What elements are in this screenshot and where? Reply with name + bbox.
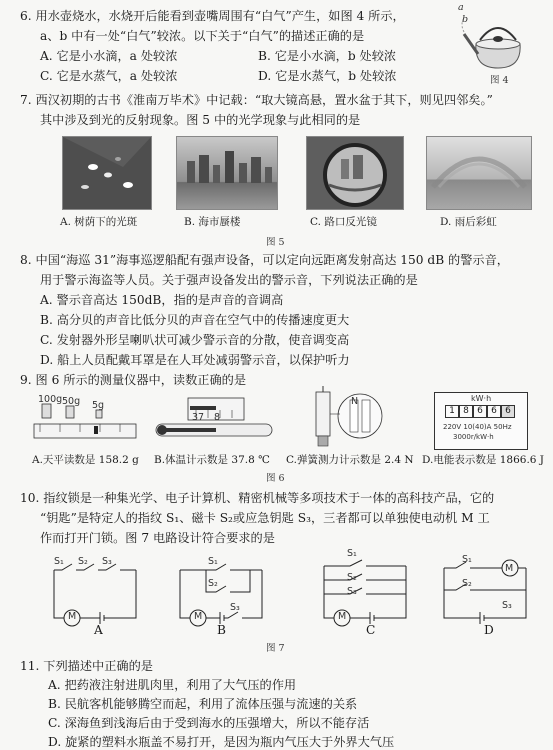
photo-convex-mirror (306, 136, 404, 210)
q8-option-d: D. 船上人员配戴耳罩是在人耳处减弱警示音，以保护听力 (40, 353, 350, 367)
circuit-c-s3: S₃ (347, 586, 357, 597)
q7-caption-b: B. 海市蜃楼 (184, 216, 241, 228)
fig6-caption: 图 6 (266, 473, 285, 484)
circuit-d-s3: S₃ (502, 600, 512, 611)
q6-option-d: D. 它是水蒸气，b 处较浓 (258, 69, 397, 83)
fig7-caption: 图 7 (266, 643, 285, 654)
meter-digit: 1 (445, 405, 459, 418)
circuit-b-s1: S₁ (208, 556, 218, 567)
circuit-c-motor: M (338, 611, 347, 622)
kettle-figure (458, 6, 538, 74)
photo-rainbow (426, 136, 532, 210)
circuit-a-s1: S₁ (54, 556, 64, 567)
circuit-d-motor: M (505, 563, 514, 574)
circuit-a-label: A (94, 623, 103, 637)
photo-mirage (176, 136, 278, 210)
q9-caption-c: C.弹簧测力计示数是 2.4 N (286, 454, 414, 466)
circuit-d-label: D (484, 623, 494, 637)
q6-stem-line2: a、b 中有一处“白气”较浓。以下关于“白气”的描述正确的是 (40, 29, 365, 43)
q11-option-b: B. 民航客机能够腾空而起，利用了流体压强与流速的关系 (48, 697, 358, 711)
label-b: b (462, 14, 469, 25)
fig4-caption: 图 4 (490, 75, 509, 86)
q9-caption-b: B.体温计示数是 37.8 ℃ (154, 454, 270, 466)
q11-stem: 11. 下列描述中正确的是 (20, 659, 153, 673)
weight-5g: 5g (92, 400, 105, 411)
circuit-c-s2: S₂ (347, 572, 357, 583)
thermo-tick-8: 8 (214, 412, 221, 423)
meter-digit: 6 (473, 405, 487, 418)
circuit-b-s2: S₂ (208, 578, 218, 589)
electric-meter-figure (434, 392, 528, 450)
q9-stem: 9. 图 6 所示的测量仪器中，读数正确的是 (20, 373, 247, 387)
label-a: a (458, 2, 464, 13)
q6-option-c: C. 它是水蒸气，a 处较浓 (40, 69, 178, 83)
circuit-d (440, 556, 530, 628)
q11-option-a: A. 把药液注射进肌肉里，利用了大气压的作用 (48, 678, 297, 692)
circuit-c (320, 556, 410, 628)
weight-100g: 100g (38, 394, 63, 405)
q10-stem-line1: 10. 指纹锁是一种集光学、电子计算机、精密机械等多项技术于一体的高科技产品，它的 (20, 491, 495, 505)
circuit-d-s2: S₂ (462, 578, 472, 589)
meter-unit: kW·h (471, 394, 492, 403)
weight-50g: 50g (62, 396, 81, 407)
q8-option-c: C. 发射器外形呈喇叭状可减少警示音的分散，使音调变高 (40, 333, 350, 347)
q10-stem-line2: “钥匙”是特定人的指纹 S₁、磁卡 S₂或应急钥匙 S₃，三者都可以单独使电动机 M 工 (40, 511, 490, 525)
q8-stem-line2: 用于警示海盗等人员。关于强声设备发出的警示音，下列说法正确的是 (40, 273, 418, 287)
q10-stem-line3: 作而打开门锁。图 7 电路设计符合要求的是 (40, 531, 275, 545)
spring-unit-n: N (351, 396, 359, 407)
q7-stem-line1: 7. 西汉初期的古书《淮南万毕术》中记载：“取大镜高悬，置水盆于其下，则见四邻矣。” (20, 93, 493, 107)
circuit-b-s3: S₃ (230, 602, 240, 613)
q11-option-d: D. 旋紧的塑料水瓶盖不易打开，是因为瓶内气压大于外界大气压 (48, 735, 395, 749)
meter-digit: 6 (487, 405, 501, 418)
q6-option-b: B. 它是小水滴，b 处较浓 (258, 49, 397, 63)
fig5-caption: 图 5 (266, 237, 285, 248)
circuit-b-motor: M (194, 611, 203, 622)
q6-option-a: A. 它是小水滴，a 处较浓 (40, 49, 178, 63)
circuit-d-s1: S₁ (462, 554, 472, 565)
photo-light-spots (62, 136, 152, 210)
q7-caption-c: C. 路口反光镜 (310, 216, 377, 228)
circuit-b-label: B (217, 623, 226, 637)
q8-stem-line1: 8. 中国“海巡 31”海事巡逻船配有强声设备，可以定向远距离发射高达 150 dB 的警示音， (20, 253, 509, 267)
circuit-a-s2: S₂ (78, 556, 88, 567)
thermo-tick-37: 37 (192, 412, 205, 423)
q8-option-a: A. 警示音高达 150dB，指的是声音的音调高 (40, 293, 284, 307)
q9-caption-a: A.天平读数是 158.2 g (32, 454, 139, 466)
circuit-c-s1: S₁ (347, 548, 357, 559)
meter-spec-line2: 3000r/kW·h (453, 433, 494, 441)
circuit-a-s3: S₃ (102, 556, 112, 567)
circuit-c-label: C (366, 623, 376, 637)
q8-option-b: B. 高分贝的声音比低分贝的声音在空气中的传播速度更大 (40, 313, 350, 327)
q7-stem-line2: 其中涉及到光的反射现象。图 5 中的光学现象与此相同的是 (40, 113, 361, 127)
meter-digit-row (445, 405, 515, 418)
circuit-a-motor: M (68, 611, 77, 622)
q6-stem-line1: 6. 用水壶烧水，水烧开后能看到壶嘴周围有“白气”产生，如图 4 所示， (20, 9, 405, 23)
meter-spec-line1: 220V 10(40)A 50Hz (443, 423, 512, 431)
q9-caption-d: D.电能表示数是 1866.6 J (422, 454, 545, 466)
q7-caption-d: D. 雨后彩虹 (440, 216, 497, 228)
circuit-b (176, 556, 266, 628)
meter-digit-decimal: 6 (501, 405, 515, 418)
spring-scale-figure (306, 386, 388, 452)
q11-option-c: C. 深海鱼到浅海后由于受到海水的压强增大，所以不能存活 (48, 716, 370, 730)
q7-caption-a: A. 树荫下的光斑 (60, 216, 138, 228)
meter-digit: 8 (459, 405, 473, 418)
